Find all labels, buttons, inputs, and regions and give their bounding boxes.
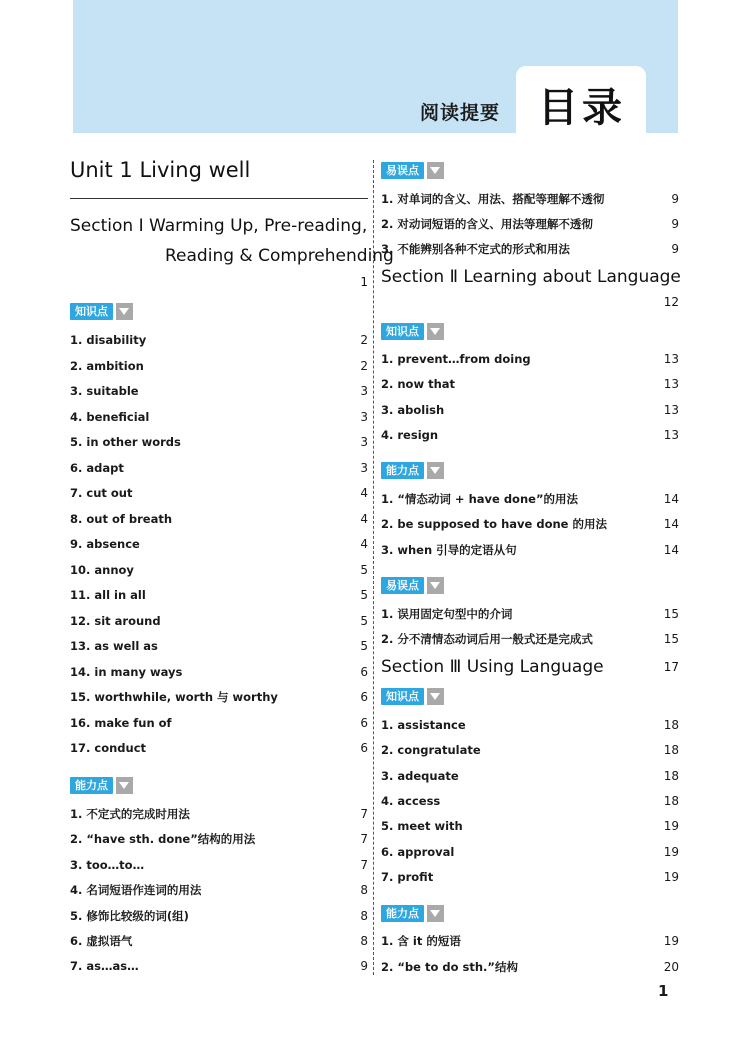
- toc-entry[interactable]: [70, 331, 368, 349]
- toc-entry-label: 8. out of breath: [70, 511, 173, 526]
- toc-entry[interactable]: [70, 805, 368, 823]
- toc-entry-page: 9: [360, 959, 368, 974]
- chevron-down-icon: [427, 323, 444, 340]
- toc-entry[interactable]: [381, 741, 679, 759]
- toc-entry[interactable]: [381, 401, 679, 419]
- toc-entry-label: 5. 修饰比较级的词(组): [70, 908, 189, 923]
- toc-entry[interactable]: [381, 605, 679, 623]
- toc-entry-page: 19: [663, 869, 679, 884]
- toc-entry[interactable]: [70, 561, 368, 579]
- toc-entry[interactable]: [70, 856, 368, 874]
- toc-entry-label: 9. absence: [70, 537, 140, 551]
- chevron-down-icon: [427, 462, 444, 479]
- toc-entry-label: 6. adapt: [70, 460, 124, 475]
- toc-entry-label: 17. conduct: [70, 741, 147, 755]
- chevron-down-icon: [116, 777, 133, 794]
- section-1-title: Section Ⅰ Warming Up, Pre-reading,: [70, 216, 368, 236]
- toc-entry-label: 16. make fun of: [70, 715, 172, 730]
- toc-entry[interactable]: [70, 663, 368, 681]
- toc-entry-page: 6: [360, 715, 368, 730]
- toc-entry[interactable]: [70, 612, 368, 630]
- toc-entry-label: 14. in many ways: [70, 664, 183, 679]
- toc-entry[interactable]: [381, 350, 679, 368]
- toc-entry[interactable]: [70, 510, 368, 528]
- toc-entry[interactable]: [381, 630, 679, 648]
- toc-entry[interactable]: [70, 637, 368, 655]
- toc-entry-page: 8: [360, 908, 368, 923]
- toc-entry[interactable]: [381, 426, 679, 444]
- section-1-title-continued: Reading & Comprehending: [165, 246, 394, 266]
- page-title: 目录: [538, 85, 626, 131]
- toc-entry-page: 13: [663, 402, 679, 417]
- toc-entry[interactable]: [381, 490, 679, 508]
- toc-entry-page: 4: [360, 537, 368, 551]
- toc-entry-label: 4. beneficial: [70, 409, 150, 424]
- header-subtitle: 阅读提要: [420, 102, 501, 124]
- toc-entry[interactable]: [70, 714, 368, 732]
- toc-entry-page: 18: [663, 768, 679, 783]
- toc-entry[interactable]: [70, 881, 368, 899]
- toc-entry-page: 19: [663, 934, 679, 948]
- tag-knowledge-points: [381, 688, 444, 705]
- toc-entry-label: 1. assistance: [381, 718, 466, 732]
- toc-entry-page: 5: [360, 588, 368, 602]
- toc-entry[interactable]: [381, 817, 679, 835]
- toc-entry-page: 5: [360, 562, 368, 577]
- toc-entry-page: 18: [663, 793, 679, 808]
- chevron-down-icon: [116, 303, 133, 320]
- section-2-page: 12: [663, 295, 679, 309]
- toc-entry-label: 5. meet with: [381, 819, 463, 834]
- toc-entry[interactable]: [70, 408, 368, 426]
- toc-entry-page: 5: [360, 639, 368, 653]
- toc-entry-page: 9: [671, 242, 679, 256]
- toc-entry-page: 5: [360, 613, 368, 628]
- toc-entry-label: 12. sit around: [70, 613, 161, 628]
- toc-entry[interactable]: [70, 382, 368, 400]
- toc-entry-page: 14: [663, 517, 679, 532]
- toc-entry-page: 13: [663, 352, 679, 366]
- toc-entry-label: 1. prevent…from doing: [381, 352, 531, 366]
- toc-entry[interactable]: [381, 932, 679, 950]
- toc-entry-label: 3. adequate: [381, 768, 459, 783]
- chevron-down-icon: [427, 905, 444, 922]
- toc-entry-label: 3. when 引导的定语从句: [381, 542, 517, 557]
- toc-entry-page: 9: [671, 192, 679, 206]
- tag-knowledge-points: [70, 303, 133, 320]
- toc-entry-label: 1. 误用固定句型中的介词: [381, 607, 513, 621]
- toc-entry-page: 20: [663, 959, 679, 974]
- toc-entry-page: 6: [360, 664, 368, 679]
- tag-label: 易误点: [381, 577, 424, 594]
- toc-entry-page: 15: [663, 607, 679, 621]
- toc-entry-label: 7. cut out: [70, 486, 133, 500]
- toc-entry-page: 18: [663, 743, 679, 758]
- tag-label: 易误点: [381, 162, 424, 179]
- toc-entry-page: 19: [663, 819, 679, 834]
- tag-common-errors: [381, 577, 444, 594]
- tag-label: 能力点: [381, 462, 424, 479]
- toc-entry-page: 3: [360, 409, 368, 424]
- toc-entry-page: 18: [663, 718, 679, 732]
- toc-entry-page: 15: [663, 632, 679, 646]
- toc-entry-label: 4. access: [381, 793, 441, 808]
- toc-entry-page: 7: [360, 832, 368, 847]
- toc-entry[interactable]: [381, 958, 679, 976]
- toc-entry[interactable]: [381, 767, 679, 785]
- toc-entry-label: 6. approval: [381, 844, 455, 859]
- toc-entry[interactable]: [381, 792, 679, 810]
- toc-entry-page: 14: [663, 542, 679, 557]
- toc-entry-page: 19: [663, 844, 679, 859]
- chevron-down-icon: [427, 577, 444, 594]
- toc-entry[interactable]: [70, 357, 368, 375]
- section-2-title: Section Ⅱ Learning about Language: [381, 267, 681, 287]
- toc-entry-page: 4: [360, 511, 368, 526]
- toc-entry-page: 2: [360, 358, 368, 373]
- tag-label: 知识点: [381, 688, 424, 705]
- toc-entry-label: 1. disability: [70, 333, 147, 347]
- toc-entry-label: 2. ambition: [70, 358, 144, 373]
- toc-entry[interactable]: [70, 586, 368, 604]
- toc-entry-page: 13: [663, 377, 679, 392]
- tag-label: 知识点: [70, 303, 113, 320]
- toc-entry[interactable]: [381, 716, 679, 734]
- toc-entry-label: 2. congratulate: [381, 743, 481, 758]
- page-number: 1: [658, 982, 669, 1000]
- toc-entry[interactable]: [381, 240, 679, 258]
- toc-entry-page: 3: [360, 435, 368, 449]
- toc-entry-label: 2. be supposed to have done 的用法: [381, 517, 607, 532]
- toc-entry-page: 4: [360, 486, 368, 500]
- tag-label: 能力点: [70, 777, 113, 794]
- tag-knowledge-points: [381, 323, 444, 340]
- toc-entry-label: 7. profit: [381, 869, 434, 884]
- toc-entry[interactable]: [70, 907, 368, 925]
- toc-entry-label: 3. suitable: [70, 384, 139, 398]
- toc-entry-label: 1. 含 it 的短语: [381, 934, 461, 948]
- toc-entry[interactable]: [70, 830, 368, 848]
- toc-entry[interactable]: [70, 535, 368, 553]
- column-divider: [373, 160, 374, 975]
- toc-entry-label: 11. all in all: [70, 588, 146, 602]
- chevron-down-icon: [427, 162, 444, 179]
- toc-entry[interactable]: [70, 433, 368, 451]
- toc-entry-label: 3. too…to…: [70, 857, 145, 872]
- toc-entry[interactable]: [381, 541, 679, 559]
- section-3-page: 17: [663, 660, 679, 674]
- toc-entry-label: 2. now that: [381, 377, 456, 392]
- toc-entry[interactable]: [381, 868, 679, 886]
- toc-entry[interactable]: [381, 215, 679, 233]
- unit-title-rule: [70, 198, 368, 199]
- toc-entry[interactable]: [70, 459, 368, 477]
- toc-entry[interactable]: [70, 688, 368, 706]
- toc-entry-page: 3: [360, 460, 368, 475]
- tag-ability-points: [70, 777, 133, 794]
- toc-entry-page: 3: [360, 384, 368, 398]
- toc-entry-label: 10. annoy: [70, 562, 134, 577]
- toc-entry-page: 8: [360, 934, 368, 948]
- tag-ability-points: [381, 905, 444, 922]
- toc-entry-page: 6: [360, 690, 368, 704]
- toc-entry-label: 1. 不定式的完成时用法: [70, 807, 190, 821]
- toc-entry-label: 3. abolish: [381, 402, 445, 417]
- tag-label: 能力点: [381, 905, 424, 922]
- toc-entry-page: 13: [663, 427, 679, 442]
- toc-entry-page: 2: [360, 333, 368, 347]
- tag-common-errors: [381, 162, 444, 179]
- toc-entry-label: 5. in other words: [70, 435, 181, 449]
- section-1-page: 1: [360, 275, 368, 289]
- toc-entry-label: 4. 名词短语作连词的用法: [70, 883, 202, 898]
- toc-entry[interactable]: [381, 375, 679, 393]
- toc-entry[interactable]: [381, 843, 679, 861]
- toc-entry-page: 7: [360, 857, 368, 872]
- toc-entry-page: 6: [360, 741, 368, 755]
- toc-entry[interactable]: [70, 957, 368, 975]
- toc-entry-page: 8: [360, 883, 368, 898]
- toc-entry[interactable]: [381, 190, 679, 208]
- toc-entry[interactable]: [381, 515, 679, 533]
- toc-entry-label: 7. as…as…: [70, 959, 139, 974]
- chevron-down-icon: [427, 688, 444, 705]
- toc-entry-page: 9: [671, 217, 679, 231]
- toc-entry-page: 14: [663, 492, 679, 506]
- toc-entry-label: 6. 虚拟语气: [70, 934, 133, 948]
- toc-entry-label: 2. “be to do sth.”结构: [381, 959, 518, 974]
- toc-entry-label: 2. 分不清情态动词后用一般式还是完成式: [381, 632, 593, 646]
- toc-entry-label: 2. “have sth. done”结构的用法: [70, 832, 256, 847]
- toc-entry[interactable]: [70, 739, 368, 757]
- toc-entry[interactable]: [70, 484, 368, 502]
- toc-entry-page: 7: [360, 807, 368, 821]
- tag-ability-points: [381, 462, 444, 479]
- toc-entry-label: 15. worthwhile, worth 与 worthy: [70, 690, 278, 704]
- section-3-title: Section Ⅲ Using Language: [381, 657, 604, 677]
- toc-entry[interactable]: [70, 932, 368, 950]
- toc-entry-label: 13. as well as: [70, 639, 158, 653]
- toc-entry-label: 4. resign: [381, 427, 439, 442]
- toc-entry-label: 1. 对单词的含义、用法、搭配等理解不透彻: [381, 192, 605, 206]
- toc-entry-label: 3. 不能辨别各种不定式的形式和用法: [381, 242, 570, 256]
- unit-title: Unit 1 Living well: [70, 158, 251, 182]
- tag-label: 知识点: [381, 323, 424, 340]
- toc-entry-label: 1. “情态动词 + have done”的用法: [381, 492, 578, 506]
- toc-entry-label: 2. 对动词短语的含义、用法等理解不透彻: [381, 217, 593, 231]
